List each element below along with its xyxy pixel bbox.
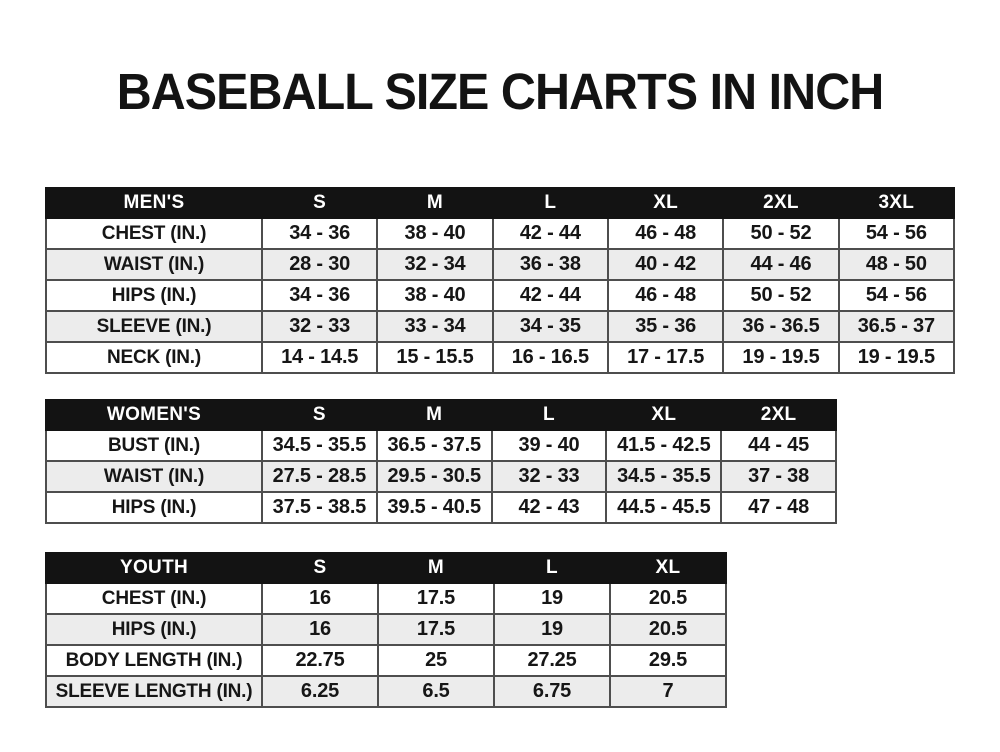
youth-size-table bbox=[45, 552, 727, 708]
size-value-cell: 42 - 44 bbox=[493, 218, 608, 249]
size-column-header: XL bbox=[610, 553, 726, 583]
size-column-header: 2XL bbox=[723, 188, 838, 218]
measurement-label: HIPS (IN.) bbox=[46, 280, 262, 311]
size-column-header: S bbox=[262, 553, 378, 583]
size-value-cell: 33 - 34 bbox=[377, 311, 492, 342]
size-value-cell: 36 - 38 bbox=[493, 249, 608, 280]
header-row bbox=[46, 553, 726, 583]
measurement-row bbox=[46, 492, 836, 523]
size-value-cell: 34 - 36 bbox=[262, 218, 377, 249]
measurement-row bbox=[46, 249, 954, 280]
measurement-row bbox=[46, 461, 836, 492]
size-value-cell: 6.5 bbox=[378, 676, 494, 707]
measurement-row bbox=[46, 645, 726, 676]
size-value-cell: 36.5 - 37.5 bbox=[377, 430, 492, 461]
size-value-cell: 17 - 17.5 bbox=[608, 342, 723, 373]
size-column-header: XL bbox=[606, 400, 721, 430]
size-value-cell: 39 - 40 bbox=[492, 430, 607, 461]
table-title-cell: YOUTH bbox=[46, 553, 262, 583]
size-value-cell: 6.75 bbox=[494, 676, 610, 707]
size-value-cell: 44 - 45 bbox=[721, 430, 836, 461]
size-value-cell: 34.5 - 35.5 bbox=[606, 461, 721, 492]
size-value-cell: 42 - 43 bbox=[492, 492, 607, 523]
size-value-cell: 27.5 - 28.5 bbox=[262, 461, 377, 492]
measurement-label: WAIST (IN.) bbox=[46, 461, 262, 492]
youth-size-table bbox=[45, 552, 727, 708]
size-value-cell: 17.5 bbox=[378, 583, 494, 614]
size-value-cell: 16 bbox=[262, 583, 378, 614]
size-column-header: 3XL bbox=[839, 188, 954, 218]
header-row bbox=[46, 400, 836, 430]
size-value-cell: 40 - 42 bbox=[608, 249, 723, 280]
page-title: BASEBALL SIZE CHARTS IN INCH bbox=[116, 63, 884, 120]
measurement-label: CHEST (IN.) bbox=[46, 583, 262, 614]
size-value-cell: 34 - 36 bbox=[262, 280, 377, 311]
size-value-cell: 41.5 - 42.5 bbox=[606, 430, 721, 461]
size-value-cell: 7 bbox=[610, 676, 726, 707]
size-value-cell: 35 - 36 bbox=[608, 311, 723, 342]
size-value-cell: 36.5 - 37 bbox=[839, 311, 954, 342]
size-value-cell: 19 - 19.5 bbox=[839, 342, 954, 373]
measurement-row bbox=[46, 614, 726, 645]
size-column-header: L bbox=[494, 553, 610, 583]
measurement-label: WAIST (IN.) bbox=[46, 249, 262, 280]
table-title-cell: WOMEN'S bbox=[46, 400, 262, 430]
size-value-cell: 38 - 40 bbox=[377, 218, 492, 249]
size-column-header: 2XL bbox=[721, 400, 836, 430]
size-column-header: L bbox=[493, 188, 608, 218]
measurement-row bbox=[46, 342, 954, 373]
size-value-cell: 6.25 bbox=[262, 676, 378, 707]
measurement-label: HIPS (IN.) bbox=[46, 492, 262, 523]
size-value-cell: 25 bbox=[378, 645, 494, 676]
size-value-cell: 37.5 - 38.5 bbox=[262, 492, 377, 523]
measurement-label: BUST (IN.) bbox=[46, 430, 262, 461]
size-value-cell: 42 - 44 bbox=[493, 280, 608, 311]
size-column-header: L bbox=[492, 400, 607, 430]
size-column-header: M bbox=[377, 400, 492, 430]
measurement-row bbox=[46, 676, 726, 707]
size-value-cell: 19 - 19.5 bbox=[723, 342, 838, 373]
size-value-cell: 48 - 50 bbox=[839, 249, 954, 280]
measurement-row bbox=[46, 430, 836, 461]
size-value-cell: 54 - 56 bbox=[839, 280, 954, 311]
size-column-header: S bbox=[262, 188, 377, 218]
size-value-cell: 20.5 bbox=[610, 583, 726, 614]
measurement-label: NECK (IN.) bbox=[46, 342, 262, 373]
size-value-cell: 44.5 - 45.5 bbox=[606, 492, 721, 523]
size-value-cell: 28 - 30 bbox=[262, 249, 377, 280]
size-column-header: M bbox=[377, 188, 492, 218]
size-value-cell: 47 - 48 bbox=[721, 492, 836, 523]
size-value-cell: 38 - 40 bbox=[377, 280, 492, 311]
size-value-cell: 32 - 33 bbox=[492, 461, 607, 492]
header-row bbox=[46, 188, 954, 218]
size-value-cell: 14 - 14.5 bbox=[262, 342, 377, 373]
size-value-cell: 50 - 52 bbox=[723, 280, 838, 311]
size-column-header: XL bbox=[608, 188, 723, 218]
mens-size-table bbox=[45, 187, 955, 374]
size-value-cell: 44 - 46 bbox=[723, 249, 838, 280]
size-value-cell: 34.5 - 35.5 bbox=[262, 430, 377, 461]
measurement-row bbox=[46, 280, 954, 311]
size-value-cell: 20.5 bbox=[610, 614, 726, 645]
size-value-cell: 34 - 35 bbox=[493, 311, 608, 342]
table-title-cell: MEN'S bbox=[46, 188, 262, 218]
size-value-cell: 19 bbox=[494, 583, 610, 614]
measurement-label: CHEST (IN.) bbox=[46, 218, 262, 249]
measurement-label: BODY LENGTH (IN.) bbox=[46, 645, 262, 676]
size-value-cell: 32 - 33 bbox=[262, 311, 377, 342]
size-value-cell: 16 bbox=[262, 614, 378, 645]
womens-size-table bbox=[45, 399, 837, 524]
measurement-row bbox=[46, 311, 954, 342]
size-column-header: S bbox=[262, 400, 377, 430]
size-value-cell: 46 - 48 bbox=[608, 280, 723, 311]
measurement-label: SLEEVE LENGTH (IN.) bbox=[46, 676, 262, 707]
size-value-cell: 19 bbox=[494, 614, 610, 645]
size-value-cell: 29.5 - 30.5 bbox=[377, 461, 492, 492]
size-value-cell: 36 - 36.5 bbox=[723, 311, 838, 342]
measurement-label: SLEEVE (IN.) bbox=[46, 311, 262, 342]
size-value-cell: 16 - 16.5 bbox=[493, 342, 608, 373]
size-value-cell: 54 - 56 bbox=[839, 218, 954, 249]
size-value-cell: 22.75 bbox=[262, 645, 378, 676]
size-value-cell: 29.5 bbox=[610, 645, 726, 676]
mens-size-table bbox=[45, 187, 955, 374]
womens-size-table bbox=[45, 399, 837, 524]
size-value-cell: 50 - 52 bbox=[723, 218, 838, 249]
measurement-row bbox=[46, 583, 726, 614]
size-value-cell: 37 - 38 bbox=[721, 461, 836, 492]
measurement-label: HIPS (IN.) bbox=[46, 614, 262, 645]
size-value-cell: 27.25 bbox=[494, 645, 610, 676]
size-column-header: M bbox=[378, 553, 494, 583]
size-value-cell: 46 - 48 bbox=[608, 218, 723, 249]
measurement-row bbox=[46, 218, 954, 249]
size-value-cell: 17.5 bbox=[378, 614, 494, 645]
size-value-cell: 15 - 15.5 bbox=[377, 342, 492, 373]
size-value-cell: 32 - 34 bbox=[377, 249, 492, 280]
size-value-cell: 39.5 - 40.5 bbox=[377, 492, 492, 523]
